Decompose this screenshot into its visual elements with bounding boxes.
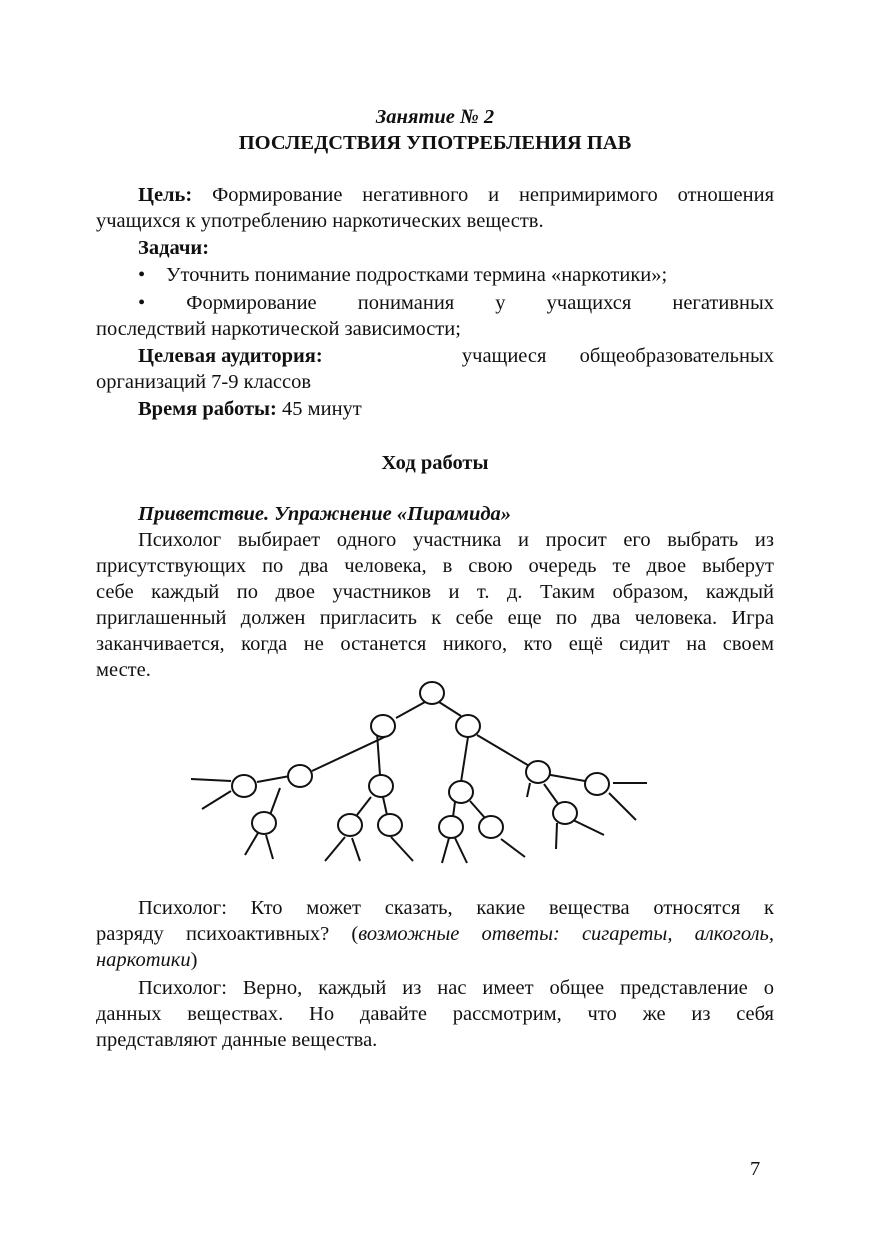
task-item-1 (138, 262, 774, 288)
exercise-line-6: месте. (96, 659, 151, 681)
answer-examples-1: возможные ответы: сигареты, алкоголь, (358, 923, 774, 945)
question-text-2: разряду психоактивных? ( (96, 923, 359, 945)
task-item-1-text: Уточнить понимание подростками термина «наркотики»; (166, 264, 668, 286)
audience-label: Целевая аудитория: (138, 345, 323, 367)
audience-line-1 (138, 343, 774, 369)
audience-text-2: организаций 7-9 классов (96, 371, 312, 393)
task-item-2-cont: последствий наркотической зависимости; (96, 318, 461, 340)
goal-label: Цель: (138, 184, 193, 206)
question-line-3 (96, 947, 774, 973)
exercise-heading: Приветствие. Упражнение «Пирамида» (138, 503, 512, 525)
answer-line-2: данных веществах. Но давайте рассмотрим, что же из себя (96, 1003, 774, 1025)
question-line-2 (96, 921, 774, 947)
goal-text-2: учащихся к употреблению наркотических веществ. (96, 210, 544, 232)
task-item-2 (138, 290, 774, 316)
bullet-icon: • (138, 264, 146, 286)
task-item-2-text: Формирование понимания у учащихся негативных (186, 292, 774, 314)
page-number: 7 (750, 1158, 761, 1180)
lesson-number-title: Занятие № 2 (375, 106, 495, 128)
duration-line (138, 396, 774, 422)
exercise-line-5: заканчивается, когда не останется никого, кто ещё сидит на своем (96, 633, 774, 655)
exercise-line-1: Психолог выбирает одного участника и просит его выбрать из (138, 529, 774, 551)
lesson-topic-title: ПОСЛЕДСТВИЯ УПОТРЕБЛЕНИЯ ПАВ (238, 132, 632, 154)
exercise-line-3: себе каждый по двое участников и т. д. Таким образом, каждый (96, 581, 774, 603)
pyramid-tree-diagram (185, 675, 655, 865)
bullet-icon: • (138, 292, 187, 314)
duration-label: Время работы: (138, 398, 277, 420)
answer-line-3: представляют данные вещества. (96, 1029, 378, 1051)
answer-examples-2: наркотики (96, 949, 191, 971)
tasks-label: Задачи: (138, 237, 210, 259)
duration-text: 45 минут (282, 398, 362, 420)
progress-heading: Ход работы (381, 452, 489, 474)
exercise-line-2: присутствующих по два человека, в свою очередь те двое выберут (96, 555, 774, 577)
answer-line-1: Психолог: Верно, каждый из нас имеет общее представление о (138, 977, 774, 999)
audience-text-1: учащиеся общеобразовательных (461, 345, 774, 367)
question-close-paren: ) (190, 949, 198, 971)
goal-text-1: Формирование негативного и непримиримого отношения (212, 184, 774, 206)
exercise-line-4: приглашенный должен пригласить к себе еще по два человека. Игра (96, 607, 774, 629)
goal-line-1 (138, 182, 774, 208)
question-line-1: Психолог: Кто может сказать, какие вещества относятся к (138, 897, 774, 919)
